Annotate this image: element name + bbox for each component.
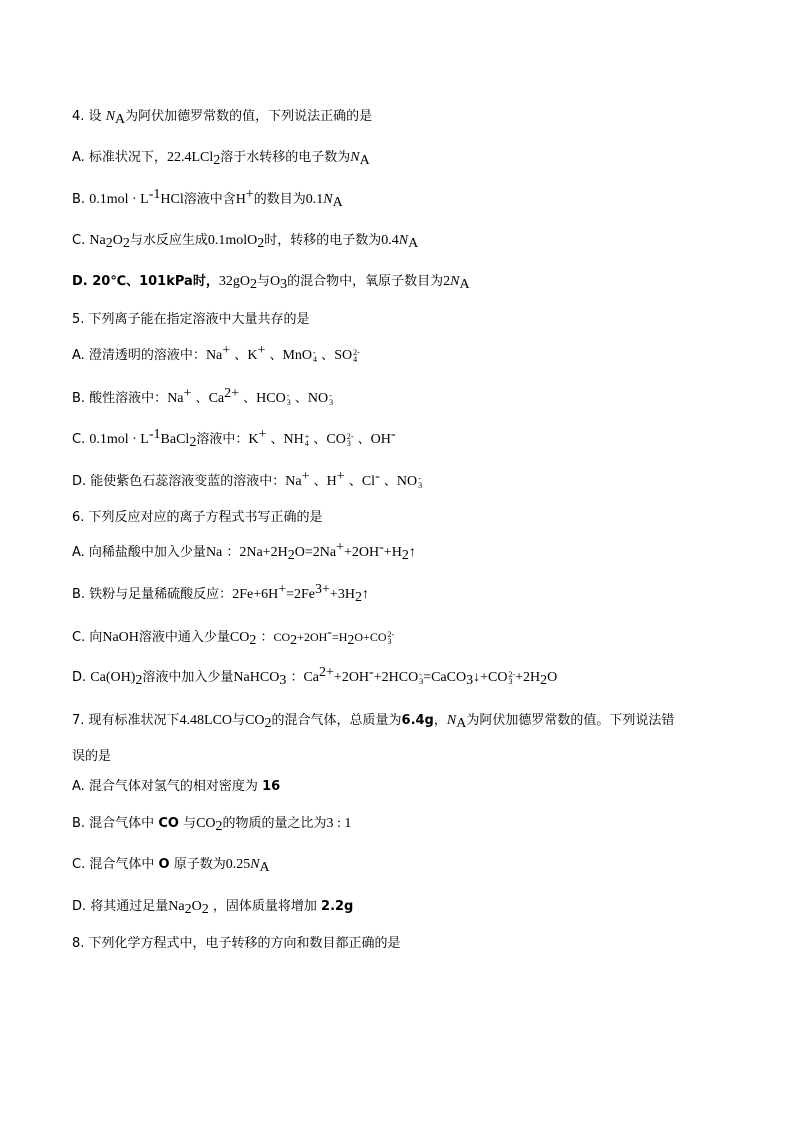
q7-stem-line1: 7. 现有标准状况下4.48LCO与$CO_2$的混合气体，总质量为6.4g，$N_A$为阿伏加德罗常数的值。下列说法错	[72, 713, 675, 731]
q5-stem: 5. 下列离子能在指定溶液中大量共存的是	[72, 312, 310, 327]
q5-option-c: C. $0.1mol \cdot L^{-1}BaCl_2$溶液中：K+ 、NH + 4 、CO 2- 3 、OH-	[72, 427, 396, 450]
q5-option-d: D. 能使紫色石蕊溶液变蓝的溶液中：Na+ 、H+ 、Cl- 、NO - 3	[72, 469, 423, 490]
q6-option-a: A. 向稀盐酸中加入少量Na ：$2Na+2H_2O=2Na^++2OH^-+H_2↑$	[72, 540, 416, 563]
q4-option-c: C. $Na_2O_2$与水反应生成0.1molO$_2$时，转移的电子数为$0.4N_A$	[72, 233, 419, 251]
q7-option-a: A. 混合气体对氢气的相对密度为 16	[72, 779, 281, 794]
q6-option-c: C. 向NaOH溶液中通入少量$CO_2$ ：$CO_2+2OH^-=H_2O+CO$ 2- 3	[72, 625, 395, 648]
q6-stem: 6. 下列反应对应的离子方程式书写正确的是	[72, 510, 323, 525]
q4-option-a: A. 标准状况下，22.4LCl$_2$溶于水转移的电子数为$N_A$	[72, 150, 370, 168]
q7-stem-line2: 误的是	[72, 749, 112, 764]
q4-option-d: D. 20℃、101kPa时，$32gO_2$与$O_3$的混合物中，氧原子数目为$2N_A$	[72, 274, 470, 292]
q5-option-b: B. 酸性溶液中：Na+ 、$Ca^{2+}$ 、HCO - 3 、NO - 3	[72, 386, 334, 407]
q6-option-b: B. 铁粉与足量稀硫酸反应：$2Fe+6H^+=2Fe^{3+}+3H_2↑$	[72, 582, 369, 605]
q5-option-a: A. 澄清透明的溶液中：Na+ 、K+ 、MnO - 4 、SO 2- 4	[72, 343, 360, 364]
q7-option-d: D. 将其通过足量$Na_2O_2$ ，固体质量将增加 2.2g	[72, 899, 354, 917]
q8-stem: 8. 下列化学方程式中，电子转移的方向和数目都正确的是	[72, 936, 401, 951]
q6-option-d: D. $Ca(OH)_2$溶液中加入少量NaHCO$_3$ ：$Ca^{2+}+2OH^-+2HCO$ - 3 =CaCO$_3$↓+CO 2- 3 $+2H_2O$	[72, 665, 558, 688]
q4-stem: 4. 设 $N_A$为阿伏加德罗常数的值，下列说法正确的是	[72, 109, 373, 127]
q7-option-b: B. 混合气体中 CO 与$CO_2$的物质的量之比为3 : 1	[72, 816, 352, 834]
q7-option-c: C. 混合气体中 O 原子数为$0.25N_A$	[72, 857, 270, 875]
q4-option-b: B. $0.1mol \cdot L^{-1}HCl$溶液中含H+的数目为$0.1N_A$	[72, 187, 343, 210]
